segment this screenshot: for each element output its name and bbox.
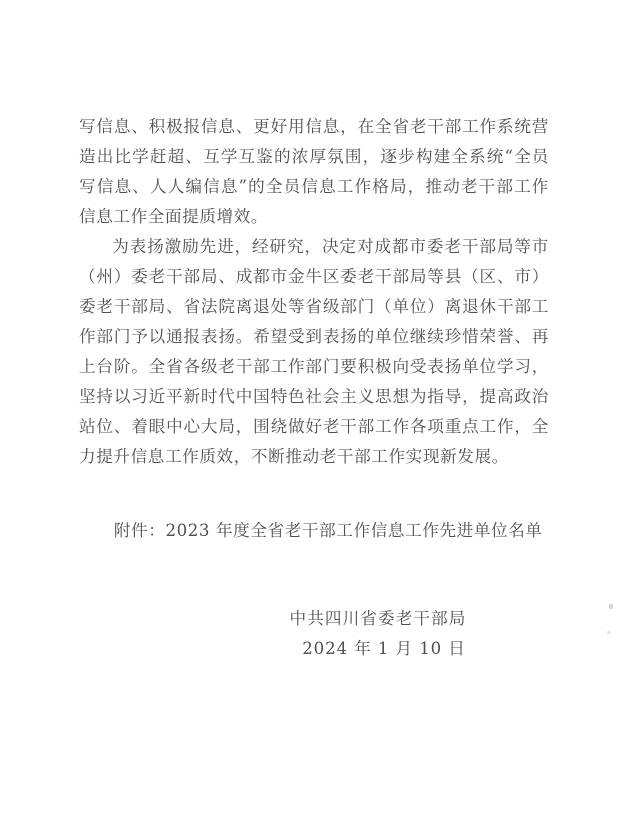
scan-artifact-speck [607,631,611,634]
body-paragraph-continuation: 写信息、积极报信息、更好用信息，在全省老干部工作系统营造出比学赶超、互学互鉴的浓厚氛围，逐步构建全系统“全员写信息、人人编信息”的全员信息工作格局，推动老干部工作信息工作全面提质增效。 [79,117,549,226]
attachment-reference: 附件：2023 年度全省老干部工作信息工作先进单位名单 [113,521,543,540]
signature-block [0,604,628,664]
body-paragraph-commendation: 为表扬激励先进，经研究，决定对成都市委老干部局等市（州）委老干部局、成都市金牛区委老干部局等县（区、市）委老干部局、省法院离退处等省级部门（单位）离退休干部工作部门予以通报表扬。希望受到表扬的单位继续珍惜荣誉、再上台阶。全省各级老干部工作部门要积极向受表扬单位学习，坚持以习近平新时代中国特色社会主义思想为指导，提高政治站位、着眼中心大局，围绕做好老干部工作各项重点工作，全力提升信息工作质效，不断推动老干部工作实现新发展。 [79,237,549,466]
issuing-organization: 中共四川省委老干部局 [289,609,467,628]
scan-artifact-speck [609,604,613,609]
document-body [79,112,549,546]
issue-date: 2024 年 1 月 10 日 [302,639,466,658]
